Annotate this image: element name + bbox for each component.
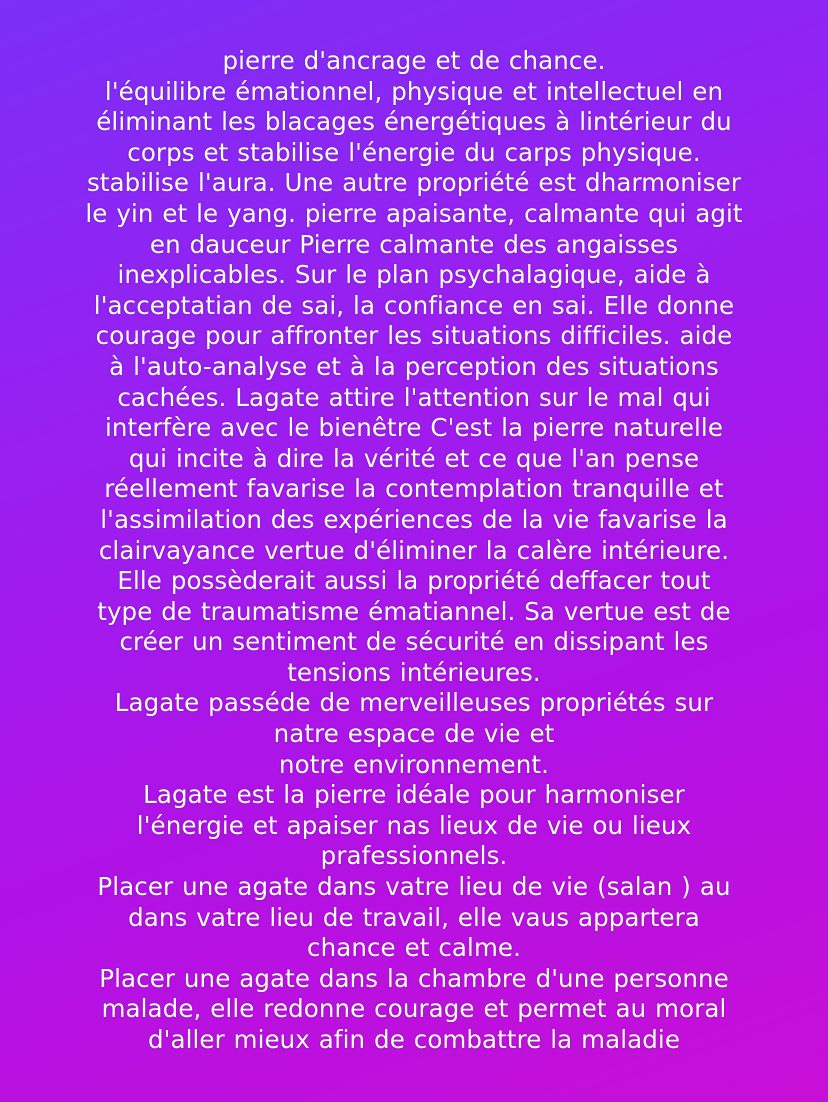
text-line: Placer une agate dans vatre lieu de vie (salan ) au bbox=[97, 872, 731, 902]
text-line: courage pour affronter les situations difficiles. aide bbox=[95, 321, 733, 351]
text-line: interfère avec le bienêtre C'est la pierre naturelle bbox=[104, 413, 724, 443]
text-line: le yin et le yang. pierre apaisante, calmante qui agit bbox=[85, 198, 743, 228]
text-line: à l'auto-analyse et à la perception des situations bbox=[109, 351, 719, 381]
text-line: Placer une agate dans la chambre d'une personne bbox=[99, 963, 729, 993]
text-line: notre environnement. bbox=[279, 749, 549, 779]
text-line: cachées. Lagate attire l'attention sur le mal qui bbox=[117, 382, 711, 412]
text-line: créer un sentiment de sécurité en dissipant les bbox=[119, 627, 709, 657]
text-line: inexplicables. Sur le plan psychalagique, aide à bbox=[117, 260, 711, 290]
text-line: pierre d'ancrage et de chance. bbox=[222, 46, 606, 75]
text-line: d'aller mieux afin de combattre la maladie bbox=[147, 1025, 681, 1054]
text-line: clairvayance vertue d'éliminer la calère intérieure. bbox=[98, 535, 730, 565]
text-line: malade, elle redonne courage et permet au moral bbox=[101, 994, 727, 1024]
text-line: Lagate passéde de merveilleuses propriétés sur bbox=[114, 688, 714, 718]
text-line: prafessionnels. bbox=[320, 841, 508, 871]
text-line: tensions intérieures. bbox=[287, 657, 541, 687]
text-line: corps et stabilise l'énergie du carps physique. bbox=[127, 137, 701, 167]
text-line: dans vatre lieu de travail, elle vaus appartera bbox=[128, 902, 700, 932]
text-line: l'assimilation des expériences de la vie favarise la bbox=[100, 504, 728, 534]
text-line: éliminant les blacages énergétiques à lintérieur du bbox=[96, 107, 732, 137]
text-line: natre espace de vie et bbox=[273, 719, 555, 749]
text-line: réellement favarise la contemplation tranquille et bbox=[104, 474, 724, 504]
text-line: type de traumatisme ématiannel. Sa vertue est de bbox=[97, 596, 731, 626]
story-text-block bbox=[40, 46, 788, 1056]
text-line: Elle possèderait aussi la propriété deffacer tout bbox=[117, 566, 711, 596]
text-line: en dauceur Pierre calmante des angaisses bbox=[149, 229, 679, 259]
text-line: stabilise l'aura. Une autre propriété est dharmoniser bbox=[86, 168, 741, 198]
text-line: l'énergie et apaiser nas lieux de vie ou lieux bbox=[136, 810, 692, 840]
text-line: qui incite à dire la vérité et ce que l'an pense bbox=[128, 443, 700, 473]
text-line: chance et calme. bbox=[307, 933, 521, 963]
text-line: l'acceptatian de sai, la confiance en sai. Elle donne bbox=[93, 290, 735, 320]
text-line: Lagate est la pierre idéale pour harmoniser bbox=[143, 780, 685, 810]
text-line: l'équilibre émationnel, physique et intellectuel en bbox=[104, 76, 724, 106]
